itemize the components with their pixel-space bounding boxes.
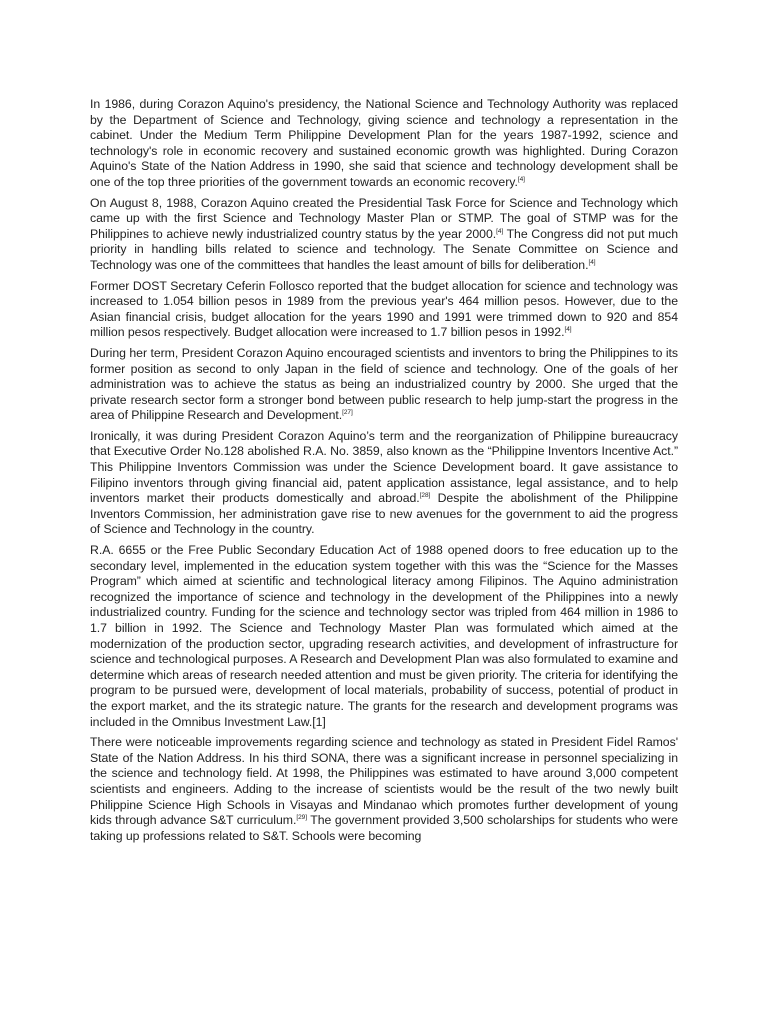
paragraph-ramos-sona xyxy=(90,735,678,844)
paragraph-text: The government provided 3,500 scholarships for students who were taking up professions related to S&T. Schools were becoming xyxy=(90,813,678,843)
paragraph-inventors-commission xyxy=(90,429,678,538)
citation-marker[interactable]: [4] xyxy=(588,258,596,266)
paragraph-text: R.A. 6655 or the Free Public Secondary Education Act of 1988 opened doors to free education up to the secondary level, implemented in the education system together with this was the “Science for the Masses Program” which aimed at scientific and technological literacy among Filipinos. The Aquino administration recognized the importance of science and technology in the development of the Philippines into a newly industrialized country. Funding for the science and technology sector was tripled from 464 million in 1986 to 1.7 billion in 1992. The Science and Technology Master Plan was formulated which aimed at the modernization of the production sector, upgrading research activities, and development of infrastructure for science and technological purposes. A Research and Development Plan was also formulated to examine and determine which areas of research needed attention and must be given priority. The criteria for identifying the program to be pursued were, development of local materials, probability of success, potential of product in the export market, and the its strategic nature. The grants for the research and development programs was included in the Omnibus Investment Law.[1] xyxy=(90,543,678,729)
paragraph-ra-6655 xyxy=(90,543,678,730)
citation-marker[interactable]: [27] xyxy=(342,409,353,417)
citation-marker[interactable]: [28] xyxy=(419,492,431,500)
document-page xyxy=(90,97,678,997)
paragraph-text: Despite the abolishment of the Philippine Inventors Commission, her administration gave rise to new avenues for the government to aid the progress of Science and Technology in the country. xyxy=(90,491,678,537)
citation-marker[interactable]: [4] xyxy=(517,175,525,183)
paragraph-budget-allocation xyxy=(90,279,678,341)
paragraph-text: There were noticeable improvements regarding science and technology as stated in President Fidel Ramos' State of the Nation Address. In his third SONA, there was a significant increase in personnel specializing in the science and technology field. At 1998, the Philippines was estimated to have around 3,000 competent scientists and engineers. Adding to the increase of scientists would be the result of the two newly built Philippine Science High Schools in Visayas and Mindanao which promotes further development of young kids through advance S&T curriculum. xyxy=(90,735,678,828)
paragraph-1986-dost xyxy=(90,97,678,191)
paragraph-aquino-term xyxy=(90,346,678,424)
paragraph-stmp xyxy=(90,196,678,274)
paragraph-text: On August 8, 1988, Corazon Aquino created the Presidential Task Force for Science and Technology which came up with the first Science and Technology Master Plan or STMP. The goal of STMP was for the Philippines to achieve newly industrialized country status by the year 2000. xyxy=(90,195,678,241)
paragraph-text: Ironically, it was during President Corazon Aquino’s term and the reorganization of Philippine bureaucracy that Executive Order No.128 abolished R.A. No. 3859, also known as the “Philippine Inventors Incentive Act.” This Philippine Inventors Commission was under the Science Development board. It gave assistance to Filipino inventors through giving financial aid, patent application assistance, legal assistance, and to help inventors market their products domestically and abroad. xyxy=(90,428,678,506)
citation-marker[interactable]: [4] xyxy=(496,227,504,235)
paragraph-text: Former DOST Secretary Ceferin Follosco reported that the budget allocation for science and technology was increased to 1.054 billion pesos in 1989 from the previous year's 464 million pesos. However, due to the Asian financial crisis, budget allocation for the years 1990 and 1991 were trimmed down to 920 and 854 million pesos respectively. Budget allocation were increased to 1.7 billion pesos in 1992. xyxy=(90,278,678,340)
citation-marker[interactable]: [29] xyxy=(296,814,307,822)
paragraph-text: During her term, President Corazon Aquino encouraged scientists and inventors to bring the Philippines to its former position as second to only Japan in the field of science and technology. One of the goals of her administration was to achieve the status as being an industrialized country by 2000. She urged that the private research sector form a stronger bond between public research to help jump-start the progress in the area of Philippine Research and Development. xyxy=(90,345,678,423)
citation-marker[interactable]: [4] xyxy=(564,326,572,334)
paragraph-text: The Congress did not put much priority in handling bills related to science and technology. The Senate Committee on Science and Technology was one of the committees that handles the least amount of bills for deliberation. xyxy=(90,226,678,272)
paragraph-text: In 1986, during Corazon Aquino's presidency, the National Science and Technology Authority was replaced by the Department of Science and Technology, giving science and technology a representation in the cabinet. Under the Medium Term Philippine Development Plan for the years 1987-1992, science and technology's role in economic recovery and sustained economic growth was highlighted. During Corazon Aquino's State of the Nation Address in 1990, she said that science and technology development shall be one of the top three priorities of the government towards an economic recovery. xyxy=(90,97,678,189)
